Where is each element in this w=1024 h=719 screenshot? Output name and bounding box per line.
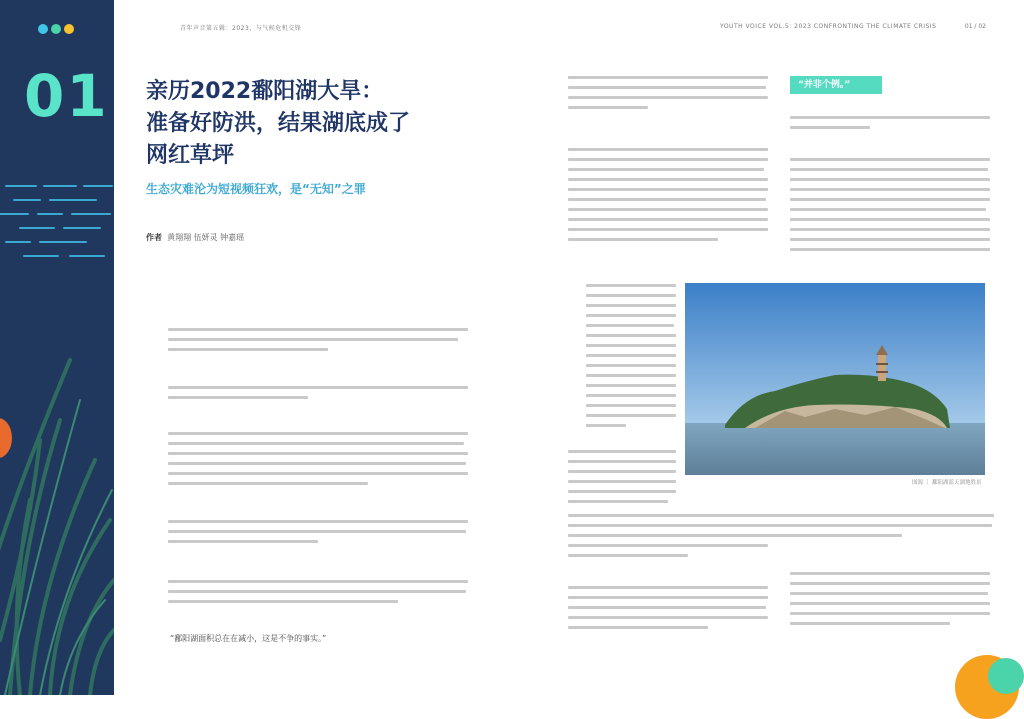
- lake-island-photo: [685, 283, 985, 475]
- subtitle: 生态灾难沦为短视频狂欢，是“无知”之罪: [146, 182, 366, 196]
- body-paragraph: [568, 148, 768, 248]
- headline-line-3: 网红草坪: [146, 143, 235, 168]
- body-paragraph: [568, 450, 676, 510]
- running-header-right: YOUTH VOICE VOL.5: 2023 CONFRONTING THE CLIMATE CRISIS: [720, 23, 937, 30]
- body-paragraph: [790, 158, 990, 258]
- body-paragraph: [790, 116, 990, 136]
- body-paragraph: [586, 284, 676, 434]
- byline-authors: 黄翔翔 伍妍灵 钟嘉瑶: [167, 233, 245, 242]
- sidebar-band: [0, 0, 114, 695]
- body-paragraph: [762, 514, 994, 544]
- headline-line-2: 准备好防洪，结果湖底成了: [146, 111, 411, 136]
- headline: [146, 76, 476, 172]
- body-paragraph: [790, 572, 990, 632]
- decorative-dashes: [0, 178, 114, 268]
- body-paragraph: [568, 76, 768, 116]
- photo-caption: 图源 ｜ 鄱阳湖蓝天湖地胜景: [912, 480, 982, 486]
- decorative-green-circle: [988, 658, 1024, 694]
- body-paragraph: [168, 432, 468, 492]
- byline-label: 作者: [146, 233, 162, 242]
- body-paragraph: [568, 514, 768, 564]
- body-paragraph: [168, 328, 468, 358]
- decorative-grass: [0, 300, 114, 695]
- page-number: 01 / 02: [964, 23, 986, 30]
- dot-yellow: [64, 24, 74, 34]
- running-header-left: 青年声音第五辑：2023，与气候危机交锋: [180, 25, 302, 32]
- body-paragraph: [168, 520, 468, 550]
- byline: [146, 232, 244, 243]
- body-paragraph: [168, 580, 468, 610]
- pull-quote-badge: “并非个例。”: [790, 76, 882, 94]
- dot-blue: [38, 24, 48, 34]
- body-paragraph: [168, 386, 468, 406]
- closing-quote: “鄱阳湖面积总在在减小，这是不争的事实。”: [170, 634, 327, 643]
- decorative-dots: [38, 24, 74, 34]
- headline-line-1: 亲历2022鄱阳湖大旱：: [146, 79, 384, 104]
- article-number: 01: [24, 62, 109, 130]
- body-paragraph: [568, 586, 768, 636]
- dot-green: [51, 24, 61, 34]
